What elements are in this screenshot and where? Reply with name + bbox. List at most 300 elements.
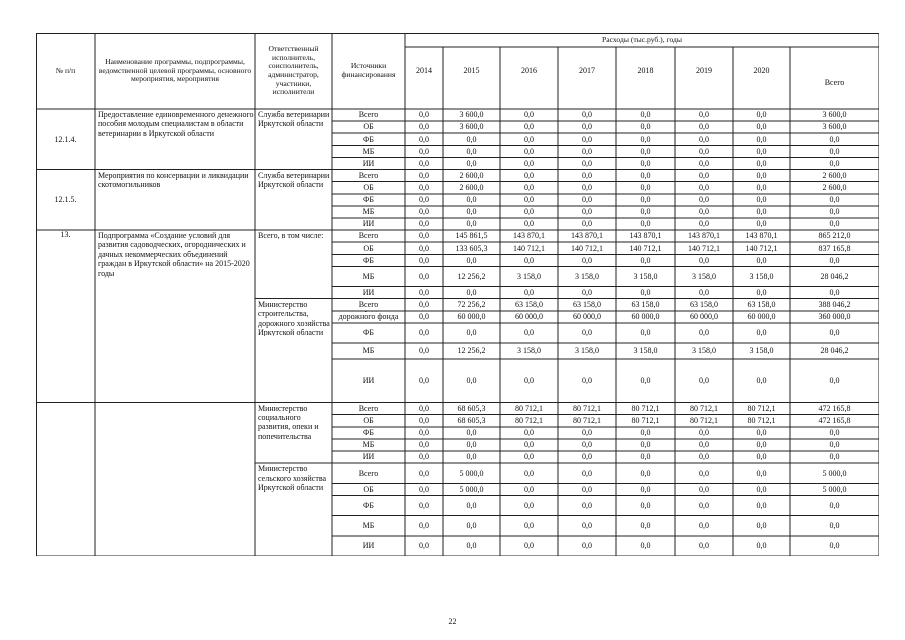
cell-value-text: 0,0 xyxy=(419,219,429,229)
cell-value-text: 0,0 xyxy=(699,328,709,338)
cell-value-text: 63 158,0 xyxy=(747,300,776,310)
cell-value xyxy=(443,495,500,515)
cell-value-text: 0,0 xyxy=(756,182,767,192)
cell-value xyxy=(790,439,879,451)
cell-value xyxy=(405,516,443,536)
cell-value xyxy=(500,483,558,495)
cell-value xyxy=(405,266,443,286)
cell-value xyxy=(405,323,443,343)
cell-value xyxy=(790,121,879,133)
cell-source xyxy=(332,311,405,323)
cell-value-text: 0,0 xyxy=(640,287,651,297)
cell-value-text: 0,0 xyxy=(640,428,651,438)
cell-value-text: 0,0 xyxy=(756,328,767,338)
cell-value-text: 0,0 xyxy=(756,541,767,551)
cell-value-text: 0,0 xyxy=(829,255,840,265)
cell-value xyxy=(790,242,879,254)
cell-value-text: 0,0 xyxy=(699,428,709,438)
cell-value-text: 140 712,1 xyxy=(513,243,545,253)
cell-source-text: ФБ xyxy=(363,134,374,144)
cell-value xyxy=(616,299,675,311)
cell-value xyxy=(733,230,790,242)
cell-value xyxy=(790,495,879,515)
header-year xyxy=(733,47,790,95)
cell-value-text: 865 212,0 xyxy=(818,231,851,241)
cell-value xyxy=(558,287,616,299)
cell-value xyxy=(733,254,790,266)
cell-value-text: 0,0 xyxy=(582,452,592,462)
cell-source-text: МБ xyxy=(362,346,375,356)
cell-value-text: 0,0 xyxy=(419,452,429,462)
cell-value-text: 0,0 xyxy=(699,452,709,462)
cell-value-text: 0,0 xyxy=(419,541,429,551)
cell-value-text: 0,0 xyxy=(466,219,477,229)
cell-value-text: 0,0 xyxy=(699,219,709,229)
cell-source-text: МБ xyxy=(362,440,375,450)
cell-value-text: 0,0 xyxy=(829,376,840,386)
cell-value xyxy=(616,266,675,286)
cell-value xyxy=(405,483,443,495)
cell-value-text: 0,0 xyxy=(524,122,534,132)
cell-source-text: ИИ xyxy=(362,541,375,551)
cell-value xyxy=(616,483,675,495)
cell-value xyxy=(733,194,790,206)
cell-value xyxy=(500,287,558,299)
cell-value xyxy=(500,182,558,194)
cell-value-text: 0,0 xyxy=(524,428,534,438)
cell-value-text: 60 000,0 xyxy=(573,312,601,322)
cell-value xyxy=(443,242,500,254)
cell-value xyxy=(500,403,558,415)
cell-value-text: 80 712,1 xyxy=(631,403,660,413)
cell-value xyxy=(675,157,733,169)
cell-source xyxy=(332,206,405,218)
cell-value xyxy=(558,323,616,343)
cell-value-text: 80 712,1 xyxy=(690,416,718,426)
header-name-text: Наименование программы, подпрограммы, ведомственной целевой программы, основного мероприятия, мероприятия xyxy=(98,56,252,84)
cell-value-text: 80 712,1 xyxy=(690,403,718,413)
cell-value-text: 0,0 xyxy=(829,428,840,438)
cell-value-text: 0,0 xyxy=(829,158,840,168)
cell-value xyxy=(405,206,443,218)
cell-value-text: 0,0 xyxy=(756,376,767,386)
cell-value xyxy=(616,121,675,133)
cell-source xyxy=(332,133,405,145)
cell-value-text: 0,0 xyxy=(419,376,429,386)
cell-value-text: 472 165,8 xyxy=(818,416,851,426)
cell-value xyxy=(558,182,616,194)
cell-value-text: 0,0 xyxy=(582,376,592,386)
cell-value xyxy=(790,287,879,299)
cell-value xyxy=(443,463,500,483)
cell-value-text: 0,0 xyxy=(419,521,429,530)
cell-value-text: 0,0 xyxy=(419,416,429,426)
header-year-text: 2019 xyxy=(696,66,712,76)
cell-value-text: 0,0 xyxy=(466,255,477,265)
cell-value-text: 0,0 xyxy=(699,500,709,510)
cell-value-text: 0,0 xyxy=(640,452,651,462)
cell-value xyxy=(790,254,879,266)
cell-responsible xyxy=(255,404,332,440)
cell-value xyxy=(790,182,879,194)
cell-value xyxy=(558,451,616,463)
cell-value xyxy=(405,299,443,311)
cell-source-text: дорожного фонда xyxy=(338,312,399,322)
cell-value-text: 3 600,0 xyxy=(822,110,847,120)
cell-value xyxy=(675,495,733,515)
cell-value-text: 0,0 xyxy=(699,521,709,530)
cell-value-text: 0,0 xyxy=(756,146,767,156)
budget-table xyxy=(36,33,879,556)
cell-source-text: ФБ xyxy=(363,195,374,205)
cell-value xyxy=(616,323,675,343)
cell-value-text: 0,0 xyxy=(582,182,592,192)
cell-value xyxy=(500,427,558,439)
cell-value-text: 0,0 xyxy=(756,158,767,168)
cell-value xyxy=(675,194,733,206)
cell-value xyxy=(790,109,879,121)
cell-source xyxy=(332,194,405,206)
cell-source-text: МБ xyxy=(362,521,375,530)
cell-value xyxy=(405,133,443,145)
cell-responsible-text: Министерство строительства, дорожного хозяйства Иркутской области xyxy=(258,299,330,336)
cell-value-text: 0,0 xyxy=(640,122,651,132)
cell-value xyxy=(675,439,733,451)
header-total-text: Всего xyxy=(824,78,845,88)
cell-value xyxy=(443,287,500,299)
cell-value-text: 0,0 xyxy=(419,134,429,144)
cell-value-text: 0,0 xyxy=(419,158,429,168)
cell-value-text: 140 712,1 xyxy=(745,243,778,253)
header-year xyxy=(558,47,616,95)
cell-value xyxy=(675,230,733,242)
cell-value xyxy=(616,463,675,483)
cell-value xyxy=(405,121,443,133)
cell-value-text: 0,0 xyxy=(640,207,651,217)
cell-value xyxy=(443,266,500,286)
cell-source-text: ФБ xyxy=(363,500,374,510)
cell-value xyxy=(558,495,616,515)
cell-value xyxy=(443,170,500,182)
cell-value xyxy=(558,415,616,427)
cell-value-text: 0,0 xyxy=(699,170,709,180)
cell-value xyxy=(500,133,558,145)
cell-value-text: 68 605,3 xyxy=(457,403,486,413)
cell-value xyxy=(790,359,879,402)
cell-value-text: 3 600,0 xyxy=(822,122,847,132)
cell-value xyxy=(405,536,443,556)
cell-value-text: 0,0 xyxy=(466,440,477,450)
cell-value-text: 3 158,0 xyxy=(692,271,716,281)
cell-num-text: 12.1.5. xyxy=(54,195,77,205)
cell-value-text: 0,0 xyxy=(582,468,592,478)
cell-value-text: 0,0 xyxy=(756,428,767,438)
cell-value-text: 28 046,2 xyxy=(820,346,849,356)
cell-value xyxy=(790,323,879,343)
cell-value-text: 0,0 xyxy=(582,500,592,510)
cell-value-text: 0,0 xyxy=(419,170,429,180)
cell-responsible xyxy=(255,171,332,207)
cell-value-text: 0,0 xyxy=(756,500,767,510)
cell-value-text: 0,0 xyxy=(419,403,429,413)
cell-responsible-text: Служба ветеринарии Иркутской области xyxy=(258,110,330,129)
cell-value xyxy=(443,254,500,266)
cell-source xyxy=(332,463,405,483)
cell-value xyxy=(790,483,879,495)
cell-value-text: 3 158,0 xyxy=(575,346,599,356)
header-year-text: 2018 xyxy=(637,66,654,76)
cell-source xyxy=(332,403,405,415)
cell-value xyxy=(443,343,500,359)
cell-source xyxy=(332,242,405,254)
cell-name-text: Мероприятия по консервации и ликвидации скотомогильников xyxy=(98,170,249,189)
cell-value xyxy=(790,536,879,556)
cell-value-text: 0,0 xyxy=(524,287,534,297)
cell-value xyxy=(675,343,733,359)
cell-value-text: 0,0 xyxy=(756,484,767,494)
cell-value xyxy=(790,311,879,323)
cell-value-text: 0,0 xyxy=(699,440,709,450)
cell-source-text: МБ xyxy=(362,146,375,156)
cell-value-text: 0,0 xyxy=(419,328,429,338)
cell-value xyxy=(443,218,500,230)
cell-value-text: 0,0 xyxy=(829,195,840,205)
cell-value xyxy=(675,359,733,402)
cell-value-text: 2 600,0 xyxy=(459,182,484,192)
cell-value xyxy=(500,218,558,230)
cell-value xyxy=(616,359,675,402)
cell-value xyxy=(443,194,500,206)
cell-value-text: 80 712,1 xyxy=(747,416,776,426)
cell-value xyxy=(616,170,675,182)
cell-value-text: 0,0 xyxy=(640,219,651,229)
cell-value-text: 0,0 xyxy=(419,346,429,356)
cell-value-text: 0,0 xyxy=(524,207,534,217)
cell-value-text: 3 158,0 xyxy=(633,346,658,356)
cell-source-text: МБ xyxy=(362,271,375,281)
cell-value xyxy=(558,121,616,133)
header-year-text: 2014 xyxy=(416,66,432,76)
cell-source-text: ОБ xyxy=(363,122,374,132)
cell-value-text: 0,0 xyxy=(582,170,592,180)
cell-value-text: 3 158,0 xyxy=(749,271,774,281)
cell-responsible xyxy=(255,300,332,336)
header-responsible-text: Ответственный исполнитель, соисполнитель, администратор, участники, исполнители xyxy=(268,43,319,97)
cell-value-text: 0,0 xyxy=(582,122,592,132)
cell-value xyxy=(443,359,500,402)
cell-value xyxy=(500,206,558,218)
cell-value xyxy=(733,299,790,311)
cell-value-text: 68 605,3 xyxy=(457,416,486,426)
cell-value-text: 0,0 xyxy=(524,134,534,144)
cell-value-text: 0,0 xyxy=(756,195,767,205)
cell-value-text: 3 158,0 xyxy=(692,346,716,356)
cell-value-text: 140 712,1 xyxy=(688,243,720,253)
cell-value xyxy=(500,230,558,242)
cell-value xyxy=(616,133,675,145)
cell-value-text: 28 046,2 xyxy=(820,271,849,281)
cell-value-text: 0,0 xyxy=(466,195,477,205)
cell-value-text: 0,0 xyxy=(524,255,534,265)
cell-value-text: 837 165,8 xyxy=(818,243,851,253)
cell-responsible-text: Министерство социального развития, опеки и попечительства xyxy=(258,403,319,440)
cell-value xyxy=(616,194,675,206)
cell-value-text: 0,0 xyxy=(640,500,651,510)
cell-source xyxy=(332,230,405,242)
cell-value xyxy=(733,323,790,343)
cell-value xyxy=(675,254,733,266)
cell-value-text: 0,0 xyxy=(756,468,767,478)
cell-source-text: ИИ xyxy=(362,287,375,297)
cell-source xyxy=(332,109,405,121)
cell-value-text: 0,0 xyxy=(699,207,709,217)
cell-value-text: 0,0 xyxy=(419,122,429,132)
cell-source xyxy=(332,266,405,286)
cell-value-text: 0,0 xyxy=(524,110,534,120)
cell-value xyxy=(675,299,733,311)
header-source xyxy=(333,33,404,109)
cell-value xyxy=(500,109,558,121)
cell-value xyxy=(500,299,558,311)
cell-value xyxy=(405,359,443,402)
cell-value xyxy=(616,439,675,451)
cell-value-text: 0,0 xyxy=(829,521,840,530)
cell-value-text: 0,0 xyxy=(640,440,651,450)
cell-name-text: Подпрограмма «Создание условий для развития садоводческих, огороднических и дачных некоммерческих объединений граждан в Иркутской области» на 2015-2020 годы xyxy=(98,231,250,278)
cell-source xyxy=(332,359,405,402)
cell-value-text: 0,0 xyxy=(419,255,429,265)
cell-value xyxy=(675,218,733,230)
header-year xyxy=(405,47,443,95)
cell-value-text: 63 158,0 xyxy=(631,300,660,310)
cell-source-text: МБ xyxy=(362,207,375,217)
cell-value-text: 0,0 xyxy=(756,207,767,217)
cell-value xyxy=(616,495,675,515)
cell-value xyxy=(558,536,616,556)
cell-value xyxy=(405,218,443,230)
header-num-text: № п/п xyxy=(55,65,76,75)
cell-value xyxy=(616,145,675,157)
cell-value-text: 0,0 xyxy=(756,452,767,462)
header-year-text: 2020 xyxy=(753,66,770,76)
cell-value-text: 63 158,0 xyxy=(515,300,543,310)
cell-source xyxy=(332,536,405,556)
cell-value-text: 388 046,2 xyxy=(818,300,851,310)
cell-value-text: 0,0 xyxy=(640,195,651,205)
cell-value-text: 0,0 xyxy=(640,158,651,168)
cell-value-text: 0,0 xyxy=(640,110,651,120)
cell-value xyxy=(405,343,443,359)
cell-source xyxy=(332,299,405,311)
cell-value-text: 360 000,0 xyxy=(818,312,851,322)
cell-value xyxy=(790,218,879,230)
cell-value xyxy=(405,242,443,254)
cell-value-text: 5 000,0 xyxy=(459,468,484,478)
cell-value xyxy=(733,536,790,556)
cell-value-text: 0,0 xyxy=(829,134,840,144)
cell-value xyxy=(675,242,733,254)
cell-value-text: 143 870,1 xyxy=(629,231,662,241)
cell-source-text: ФБ xyxy=(363,328,374,338)
cell-value xyxy=(675,323,733,343)
cell-value xyxy=(733,133,790,145)
cell-value xyxy=(405,463,443,483)
cell-responsible xyxy=(255,110,332,146)
cell-value xyxy=(405,427,443,439)
cell-value-text: 3 158,0 xyxy=(517,271,541,281)
cell-value-text: 0,0 xyxy=(756,521,767,530)
cell-value xyxy=(733,427,790,439)
cell-value-text: 0,0 xyxy=(756,134,767,144)
cell-responsible xyxy=(255,231,332,267)
cell-value xyxy=(616,254,675,266)
cell-value xyxy=(790,133,879,145)
cell-name-text: Предоставление единовременного денежного пособия молодым специалистам в области ветеринарии в Иркутской области xyxy=(98,110,254,138)
cell-value xyxy=(405,287,443,299)
cell-value-text: 60 000,0 xyxy=(515,312,543,322)
cell-value-text: 0,0 xyxy=(640,376,651,386)
cell-value-text: 0,0 xyxy=(466,500,477,510)
cell-value xyxy=(616,230,675,242)
cell-source xyxy=(332,182,405,194)
cell-source xyxy=(332,170,405,182)
cell-value-text: 5 000,0 xyxy=(822,468,847,478)
cell-value-text: 0,0 xyxy=(419,287,429,297)
cell-value xyxy=(405,451,443,463)
cell-value xyxy=(616,415,675,427)
header-name xyxy=(97,33,253,109)
cell-value xyxy=(558,266,616,286)
cell-value-text: 0,0 xyxy=(699,158,709,168)
cell-value-text: 0,0 xyxy=(582,328,592,338)
cell-value-text: 0,0 xyxy=(699,134,709,144)
cell-value xyxy=(500,242,558,254)
cell-value xyxy=(500,194,558,206)
header-expenses-text: Расходы (тыс.руб.), годы xyxy=(602,34,682,44)
cell-value xyxy=(790,299,879,311)
cell-num xyxy=(36,230,95,403)
cell-value-text: 0,0 xyxy=(524,440,534,450)
cell-value-text: 0,0 xyxy=(524,541,534,551)
cell-value xyxy=(733,495,790,515)
cell-value-text: 0,0 xyxy=(829,440,840,450)
cell-num xyxy=(36,109,95,170)
cell-value xyxy=(616,516,675,536)
cell-value xyxy=(616,206,675,218)
cell-value xyxy=(405,182,443,194)
cell-source xyxy=(332,439,405,451)
cell-num xyxy=(36,403,95,556)
cell-value xyxy=(790,145,879,157)
cell-value xyxy=(558,157,616,169)
cell-value xyxy=(675,427,733,439)
cell-value xyxy=(558,109,616,121)
cell-value-text: 140 712,1 xyxy=(629,243,662,253)
cell-value xyxy=(443,415,500,427)
cell-value-text: 0,0 xyxy=(582,484,592,494)
cell-value xyxy=(405,495,443,515)
cell-source xyxy=(332,495,405,515)
cell-value-text: 0,0 xyxy=(829,146,840,156)
cell-value xyxy=(790,206,879,218)
cell-value xyxy=(558,230,616,242)
cell-value xyxy=(405,170,443,182)
cell-value-text: 0,0 xyxy=(756,170,767,180)
cell-value xyxy=(616,427,675,439)
cell-value-text: 0,0 xyxy=(524,219,534,229)
cell-value xyxy=(616,343,675,359)
cell-value xyxy=(616,218,675,230)
